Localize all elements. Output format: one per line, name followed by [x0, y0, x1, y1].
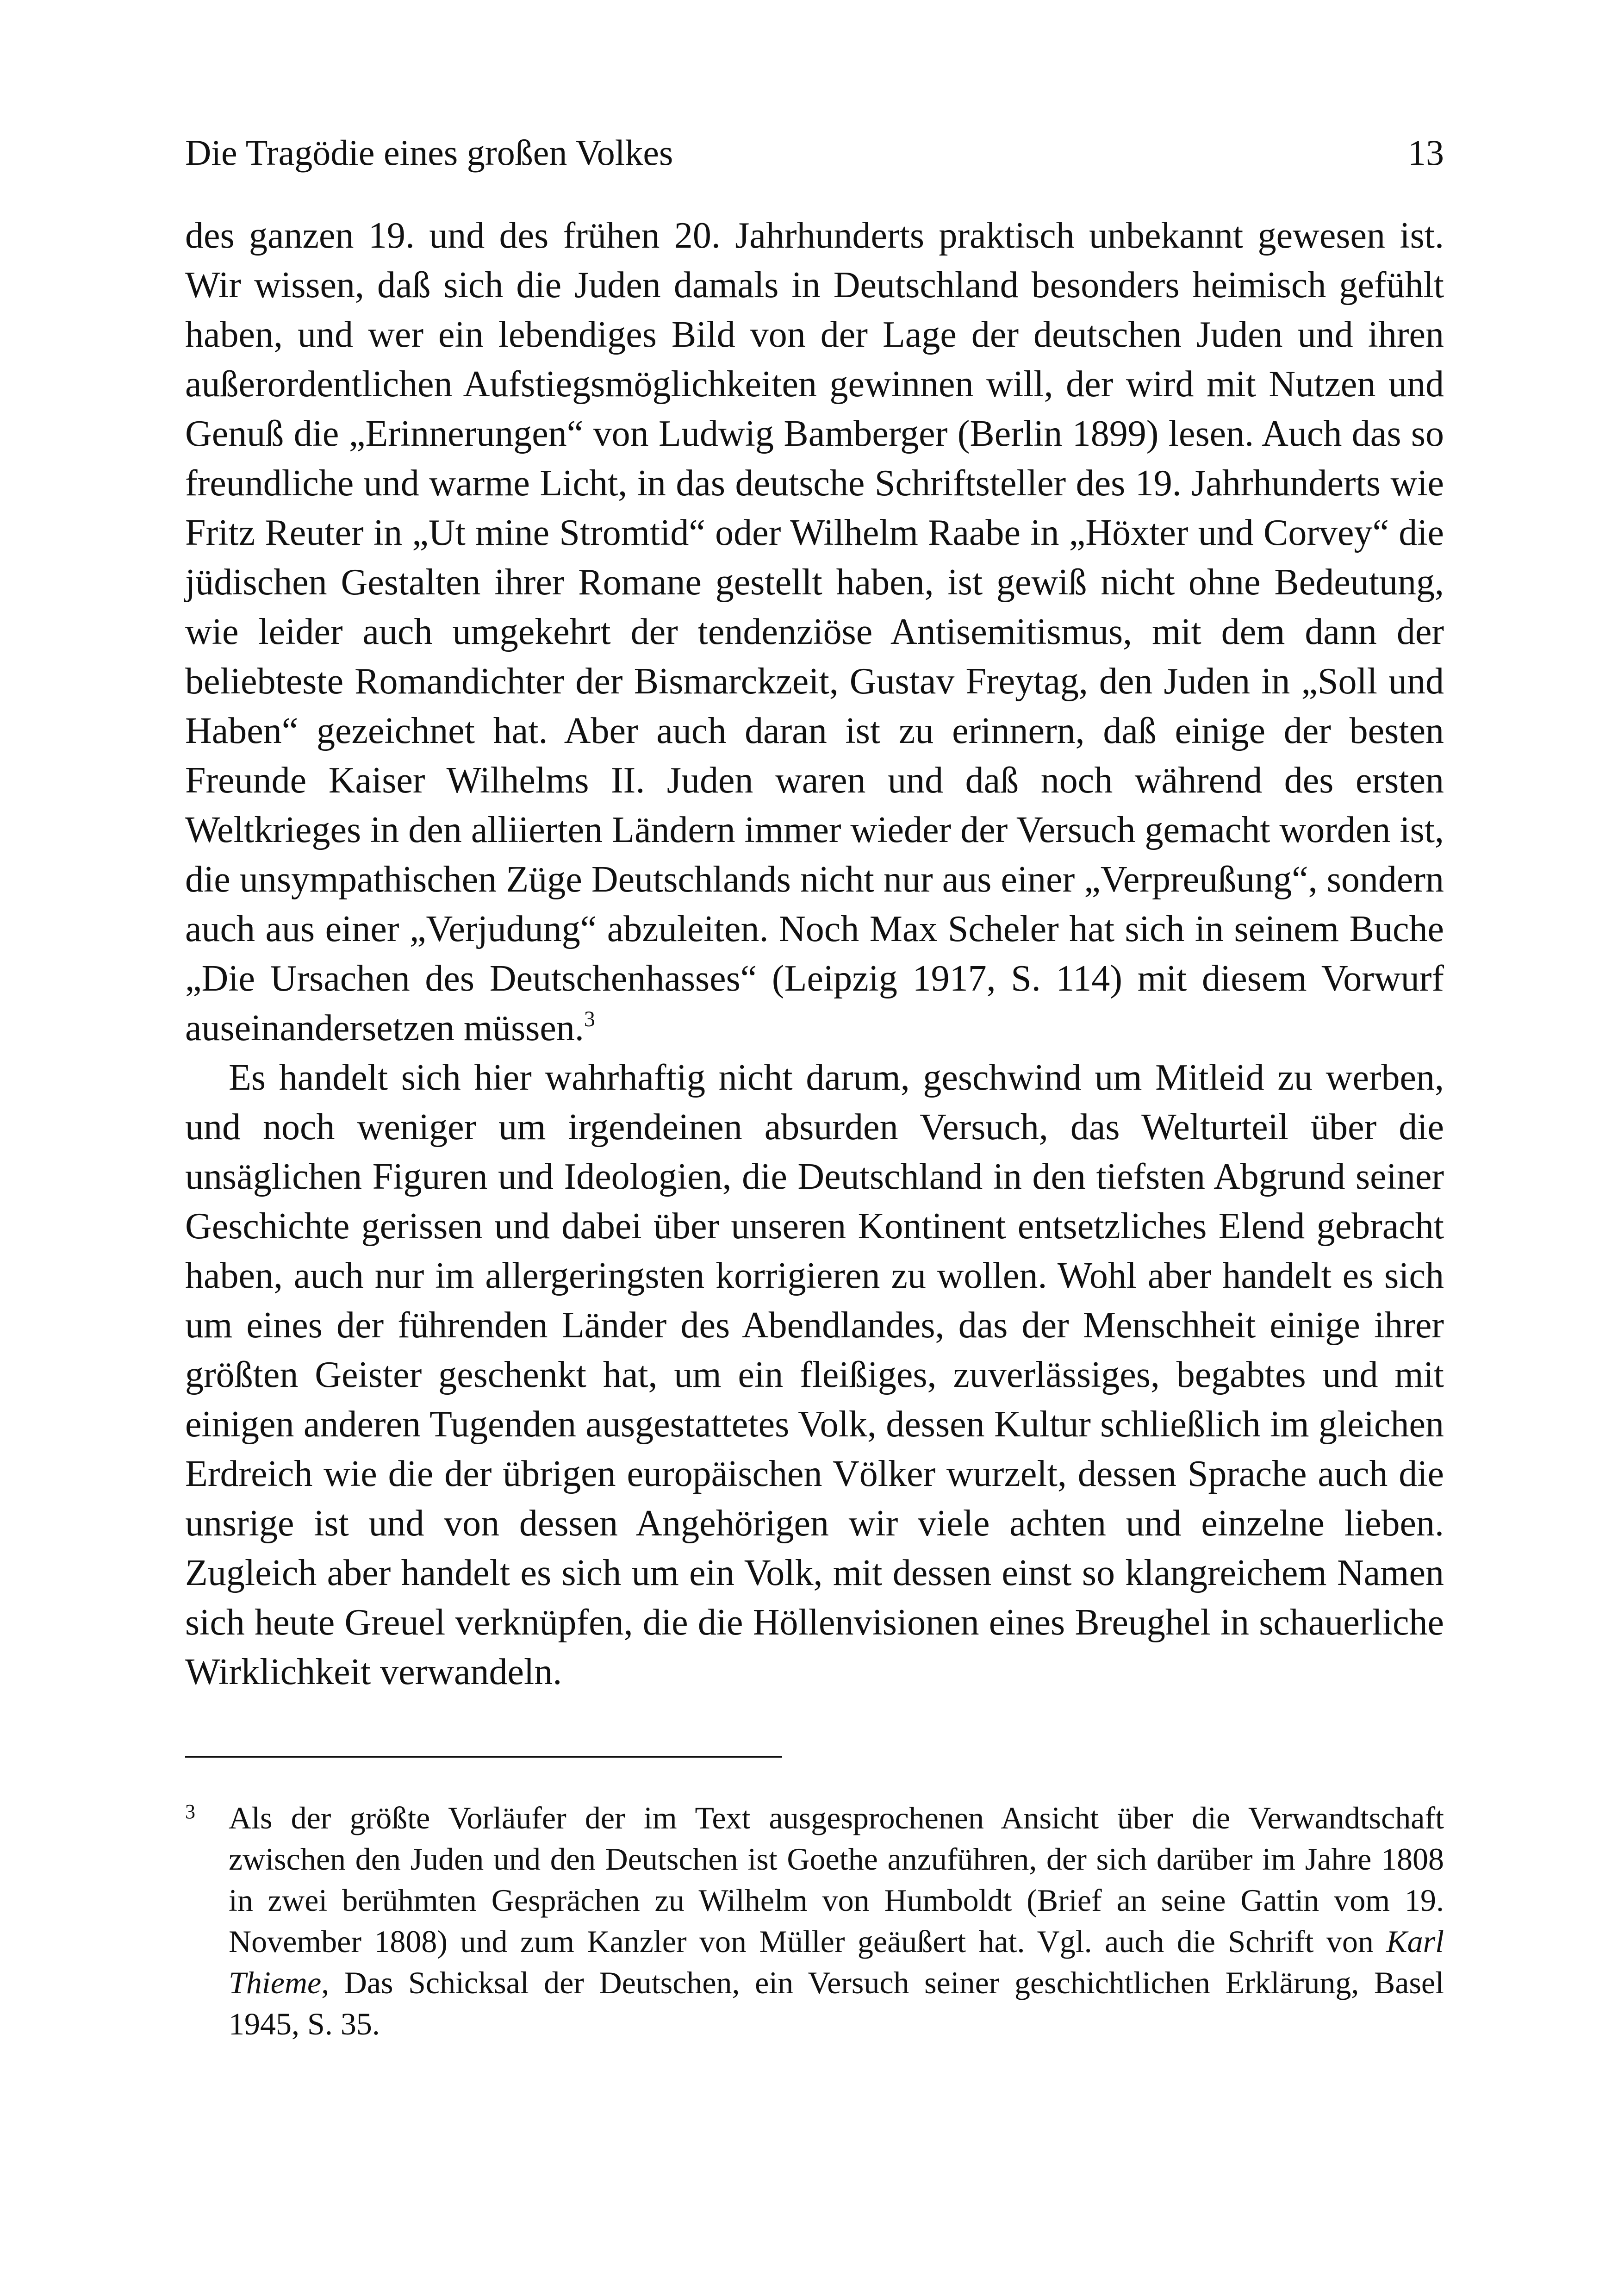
footnote-author: Karl Thieme — [229, 1924, 1444, 2000]
paragraph-2: Es handelt sich hier wahrhaftig nicht darum, geschwind um Mitleid zu werben, und noch weniger um irgendeinen absurden Versuch, das Welturteil über die unsäglichen Figuren und Ideologien, die Deutschland in den tiefsten Abgrund seiner Geschichte gerissen und dabei über unseren Kontinent entsetzliches Elend gebracht haben, auch nur im allergeringsten korrigieren zu wollen. Wohl aber handelt es sich um eines der führenden Länder des Abendlandes, das der Menschheit einige ihrer größten Geister geschenkt hat, um ein fleißiges, zuverlässiges, begabtes und mit einigen anderen Tugenden ausgestattetes Volk, dessen Kultur schließlich im gleichen Erdreich wie die der übrigen europäischen Völker wurzelt, dessen Sprache auch die unsrige ist und von dessen Angehörigen wir viele achten und einzelne lieben. Zugleich aber handelt es sich um ein Volk, mit dessen einst so klangreichem Namen sich heute Greuel verknüpfen, die die Höllenvisionen eines Breughel in schauerliche Wirklichkeit verwandeln. — [185, 1057, 1444, 1692]
paragraph-1 — [185, 211, 1444, 1053]
footnote-text-after: , Das Schicksal der Deutschen, ein Versuch seiner geschichtlichen Erklärung, Basel 1945, S. 35. — [229, 1965, 1444, 2041]
footnote — [185, 1797, 1444, 2045]
book-page — [185, 125, 1444, 2045]
footnote-reference: 3 — [584, 1007, 595, 1031]
main-text — [185, 211, 1444, 1697]
footnote-marker: 3 — [185, 1800, 195, 1823]
running-head-title: Die Tragödie eines großen Volkes — [185, 132, 673, 173]
page-number: 13 — [1408, 132, 1444, 173]
footnote-text-before: Als der größte Vorläufer der im Text ausgesprochenen Ansicht über die Verwandtschaft zwischen den Juden und den Deutschen ist Goethe anzuführen, der sich darüber im Jahre 1808 in zwei berühmten Gesprächen zu Wilhelm von Humboldt (Brief an seine Gattin vom 19. November 1808) und zum Kanzler von Müller geäußert hat. Vgl. auch die Schrift von — [229, 1800, 1444, 1959]
running-head — [185, 125, 1444, 181]
paragraph-1-text: des ganzen 19. und des frühen 20. Jahrhunderts praktisch unbekannt gewesen ist. Wir wissen, daß sich die Juden damals in Deutschland besonders heimisch gefühlt haben, und wer ein lebendiges Bild von der Lage der deutschen Juden und ihren außerordentlichen Aufstiegsmöglichkeiten gewinnen will, der wird mit Nutzen und Genuß die „Erinnerungen“ von Ludwig Bamberger (Berlin 1899) lesen. Auch das so freundliche und warme Licht, in das deutsche Schriftsteller des 19. Jahrhunderts wie Fritz Reuter in „Ut mine Stromtid“ oder Wilhelm Raabe in „Höxter und Corvey“ die jüdischen Gestalten ihrer Romane gestellt haben, ist gewiß nicht ohne Bedeutung, wie leider auch umgekehrt der tendenziöse Antisemitismus, mit dem dann der beliebteste Romandichter der Bismarckzeit, Gustav Freytag, den Juden in „Soll und Haben“ gezeichnet hat. Aber auch daran ist zu erinnern, daß einige der besten Freunde Kaiser Wilhelms II. Juden waren und daß noch während des ersten Weltkrieges in den alliierten Ländern immer wieder der Versuch gemacht worden ist, die unsympathischen Züge Deutschlands nicht nur aus einer „Verpreußung“, sondern auch aus einer „Verjudung“ abzuleiten. Noch Max Scheler hat sich in seinem Buche „Die Ursachen des Deutschenhasses“ (Leipzig 1917, S. 114) mit diesem Vorwurf auseinandersetzen müssen. — [185, 215, 1444, 1048]
footnote-separator — [185, 1756, 782, 1758]
